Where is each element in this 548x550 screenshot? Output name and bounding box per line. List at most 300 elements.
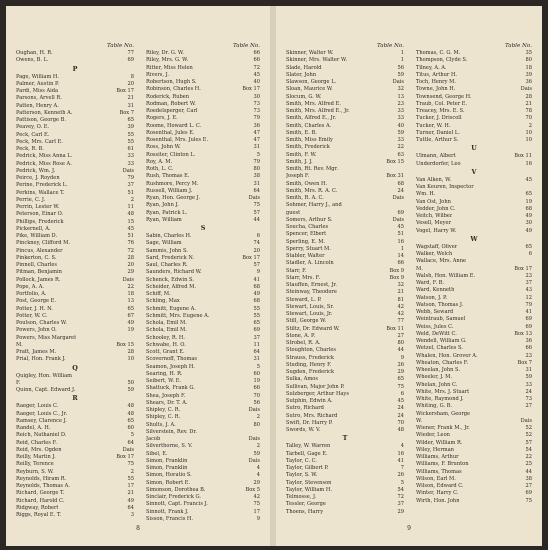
table-number: 66	[397, 260, 404, 267]
table-number	[132, 335, 134, 342]
guest-name: Roy, A. M.	[146, 158, 173, 165]
table-number: 5	[130, 432, 134, 439]
guest-name: Whiting, G. B.	[416, 403, 453, 410]
guest-name: Smith, Mrs. Alfred E., Jr.	[286, 108, 350, 114]
guest-entry	[16, 284, 134, 291]
guest-entry	[286, 65, 404, 72]
guest-entry	[286, 152, 404, 159]
guest-entry	[146, 335, 260, 342]
table-number: 44	[397, 347, 404, 354]
guest-entry	[286, 427, 404, 434]
table-number: 78	[525, 108, 532, 114]
guest-entry	[416, 199, 532, 206]
guest-entry	[16, 425, 134, 432]
guest-name: Wetzel, Charles S.	[416, 345, 463, 352]
table-number: Box 11	[514, 153, 532, 160]
table-number: 37	[397, 501, 404, 508]
guest-name: Williams, Thomas	[416, 468, 462, 475]
guest-entry	[146, 284, 260, 291]
table-number: Dais	[520, 86, 532, 93]
guest-name: Reilly, Martin J.	[16, 454, 56, 460]
guest-name: Wilson, Edward C.	[416, 483, 464, 489]
guest-entry	[286, 101, 404, 108]
guest-name: Smith, Miss Emily	[286, 137, 333, 143]
guest-entry	[146, 400, 260, 407]
section-letter: U	[471, 144, 477, 153]
table-number: 45	[397, 398, 404, 404]
guest-entry	[146, 233, 260, 240]
guest-entry	[286, 173, 404, 180]
table-number: 47	[253, 137, 260, 143]
table-number: 16	[397, 450, 404, 457]
guest-entry	[416, 65, 532, 72]
guest-name: Pratt, James M.	[16, 349, 57, 355]
guest-entry	[416, 432, 532, 439]
table-number: 31	[253, 356, 260, 363]
guest-name: Sohmer, Harry J., and	[286, 202, 342, 209]
guest-name: F.	[16, 379, 21, 386]
guest-entry	[416, 411, 532, 418]
guest-entry	[16, 117, 134, 124]
guest-name: Sullivan, Major John P.	[286, 383, 345, 390]
guest-entry	[16, 461, 134, 468]
guest-name: Sammis, John S.	[146, 247, 188, 254]
section-letter: P	[72, 64, 78, 73]
guest-entry	[416, 331, 532, 338]
guest-name: Shipley, C. R.	[146, 414, 181, 421]
table-number: Dais	[392, 195, 404, 201]
guest-name: Schwabe, H. O.	[146, 341, 186, 348]
guest-entry	[16, 335, 134, 342]
table-number: 9	[256, 269, 260, 276]
guest-entry	[146, 516, 260, 523]
guest-entry	[16, 168, 134, 175]
table-number: 36	[253, 122, 260, 129]
guest-name: Sibel, E.	[146, 450, 168, 457]
guest-entry	[146, 173, 260, 180]
table-number: 56	[397, 64, 404, 71]
guest-name: Smith, F. W.	[286, 151, 317, 158]
guest-name: Silverstein, Rev. Dr.	[146, 428, 197, 435]
guest-name: Reynolds, Thomas A.	[16, 483, 70, 489]
table-number: 49	[253, 291, 260, 297]
guest-name: Watson, J. P.	[416, 294, 447, 301]
guest-name: Walsh, Hon. William E.	[416, 272, 476, 279]
table-number: 33	[127, 160, 134, 167]
guest-name: Thoens, Harry	[286, 508, 324, 515]
table-number: 33	[397, 108, 404, 114]
table-number: 45	[397, 224, 404, 230]
guest-name: M.	[416, 265, 423, 272]
table-number: Box 5	[245, 486, 260, 493]
table-number: 75	[525, 497, 532, 504]
table-number: 2	[528, 122, 532, 129]
table-number: Box 17	[116, 454, 134, 460]
table-number: 22	[397, 144, 404, 151]
guest-name: Peck, R. B.	[16, 146, 44, 152]
guest-entry	[16, 139, 134, 146]
guest-name: Smith, Mrs. R. A. C.	[286, 187, 338, 194]
guest-entry	[146, 356, 260, 363]
guest-name: Slade, Harold	[286, 64, 322, 71]
guest-entry	[286, 268, 404, 275]
guest-entry	[146, 422, 260, 429]
table-number: 70	[397, 419, 404, 426]
table-number: 30	[525, 220, 532, 227]
table-number: 37	[253, 334, 260, 341]
table-number: 1	[400, 245, 404, 252]
guest-name: Soucha, Charles	[286, 224, 329, 230]
guest-entry	[286, 159, 404, 166]
guest-entry	[146, 342, 260, 349]
table-number: 19	[127, 327, 134, 334]
table-number: Box 17	[514, 265, 532, 272]
guest-name: Peterson, Einar O.	[16, 211, 64, 218]
guest-name: Slawson, George L.	[286, 79, 337, 85]
guest-name: Reyburn, S. W.	[16, 468, 54, 475]
guest-entry	[16, 498, 134, 505]
table-number: 45	[253, 71, 260, 78]
table-number: 69	[525, 316, 532, 323]
table-number: 45	[525, 176, 532, 183]
table-number: 36	[525, 79, 532, 85]
guest-entry	[416, 498, 532, 505]
table-number: 54	[397, 486, 404, 493]
table-number: Box 31	[386, 173, 404, 180]
guest-entry	[416, 418, 532, 425]
guest-name: Pedrick, Miss Rose A.	[16, 160, 72, 167]
guest-name: Schmitt, Mrs. Eugene A.	[146, 312, 210, 319]
guest-name: Ulmann, Albert	[416, 153, 456, 160]
table-number: 66	[253, 385, 260, 392]
table-number: Box 17	[116, 88, 134, 94]
guest-name: Randel, A. H.	[16, 425, 51, 431]
guest-entry	[16, 277, 134, 284]
table-number: 80	[525, 57, 532, 64]
guest-name: Sinnott, Frank J.	[146, 508, 189, 515]
table-number: 64	[253, 187, 260, 194]
table-number: 66	[253, 57, 260, 64]
table-number: 61	[127, 146, 134, 152]
table-number: 56	[253, 399, 260, 406]
guest-entry	[416, 280, 532, 287]
table-number: 75	[397, 383, 404, 390]
table-number: 59	[127, 387, 134, 393]
guest-name: Studing, Henry F.	[286, 361, 332, 368]
guest-name: Tuttle, Arthur S.	[416, 137, 459, 143]
guest-entry	[416, 228, 532, 235]
table-number: 73	[253, 100, 260, 107]
table-number: 22	[525, 454, 532, 460]
guest-entry	[16, 418, 134, 425]
guest-entry	[146, 115, 260, 122]
guest-name: Russell, William J.	[146, 187, 193, 194]
table-number: 18	[127, 291, 134, 297]
guest-entry	[286, 275, 404, 282]
guest-name: Shults, J. A.	[146, 421, 176, 428]
guest-entry	[146, 159, 260, 166]
guest-name: Simon, Robert E.	[146, 479, 191, 486]
table-number: 27	[525, 483, 532, 489]
guest-name: Ward, Kenneth	[416, 287, 455, 294]
guest-name: Sisson, Francis H.	[146, 515, 193, 522]
guest-name: Scheider, Alfred M.	[146, 283, 197, 290]
table-number	[258, 429, 260, 436]
guest-name: Wallace, Mrs. Anne	[416, 258, 466, 265]
table-number: 49	[127, 320, 134, 326]
guest-name: Searing, H. R.	[146, 370, 183, 377]
guest-entry	[146, 144, 260, 151]
guest-entry	[416, 440, 532, 447]
table-number: 80	[253, 166, 260, 172]
guest-entry	[416, 153, 532, 160]
guest-entry	[146, 262, 260, 269]
right-column-2	[416, 42, 532, 505]
table-number: 16	[397, 238, 404, 245]
guest-entry	[286, 289, 404, 296]
guest-entry	[16, 240, 134, 247]
guest-entry	[16, 298, 134, 305]
table-number: 6	[528, 251, 532, 257]
guest-name: Townsend, George H.	[416, 93, 472, 100]
guest-entry	[286, 50, 404, 57]
guest-name: Wilson, Earl M.	[416, 475, 456, 482]
guest-name: Quinn, Capt. Edward J.	[16, 387, 76, 393]
guest-entry	[416, 476, 532, 483]
table-number: 33	[127, 153, 134, 160]
guest-entry	[416, 137, 532, 144]
guest-entry	[16, 291, 134, 298]
table-number: 75	[253, 202, 260, 209]
guest-name: Telmosse, J.	[286, 494, 317, 500]
guest-name: Van Keuren, Inspector	[416, 184, 474, 190]
guest-name: Perkins, Wallace T.	[16, 189, 65, 196]
guest-entry	[16, 505, 134, 512]
table-number: 15	[127, 218, 134, 225]
guest-entry	[286, 384, 404, 391]
guest-entry	[16, 313, 134, 320]
guest-entry	[416, 461, 532, 468]
table-number: 4	[400, 443, 404, 450]
guest-entry	[146, 94, 260, 101]
table-number: 5	[256, 363, 260, 370]
guest-name: Vedder, John C.	[416, 205, 456, 212]
guest-name: Weld, DeWitt C.	[416, 330, 457, 337]
guest-name: Reilly, Terence	[16, 461, 54, 468]
guest-name: Poulson, Charles W.	[16, 320, 67, 326]
guest-entry	[286, 188, 404, 195]
guest-name: Roderick, Ruben	[146, 93, 190, 100]
guest-entry	[16, 204, 134, 211]
guest-entry	[16, 327, 134, 334]
guest-entry	[416, 324, 532, 331]
table-number: Dais	[248, 457, 260, 464]
table-number: 21	[127, 490, 134, 497]
table-number: 60	[253, 370, 260, 377]
guest-name: Richard, George T.	[16, 490, 65, 497]
guest-entry	[286, 166, 404, 173]
table-number: 50	[127, 379, 134, 386]
table-number: 65	[253, 320, 260, 326]
left-column-1	[16, 42, 134, 519]
guest-name: Portfolio, A.	[16, 291, 47, 297]
guest-entry	[146, 429, 260, 436]
table-number: 81	[397, 296, 404, 303]
guest-entry	[16, 469, 134, 476]
table-number: 23	[525, 272, 532, 279]
guest-entry	[416, 316, 532, 323]
guest-entry	[146, 137, 260, 144]
guest-entry	[286, 391, 404, 398]
guest-entry	[416, 213, 532, 220]
table-number: 11	[127, 204, 134, 210]
table-no-header: Table No.	[232, 43, 260, 49]
guest-entry	[16, 262, 134, 269]
table-number: 24	[397, 187, 404, 194]
table-number: 59	[397, 71, 404, 78]
guest-name: Peavey, O. E.	[16, 124, 50, 131]
guest-name: Potter, W. C.	[16, 312, 48, 319]
guest-entry	[16, 320, 134, 327]
guest-name: Patten, Henry A.	[16, 102, 59, 109]
guest-name: Tucker, J. Driscoll	[416, 115, 462, 122]
guest-name: Slater, John	[286, 71, 316, 78]
table-number: 76	[127, 240, 134, 247]
table-number: 68	[253, 298, 260, 305]
table-number: 9	[400, 354, 404, 361]
guest-name: Powers, John O.	[16, 327, 57, 334]
table-number: 51	[127, 189, 134, 196]
guest-name: Sabin, Charles H.	[146, 233, 192, 239]
table-number: 41	[253, 276, 260, 283]
table-number: 49	[525, 227, 532, 234]
guest-entry	[16, 342, 134, 349]
guest-name: Shattuck, Frank G.	[146, 385, 195, 392]
table-number: Dais	[248, 195, 260, 201]
table-number: 31	[127, 102, 134, 109]
guest-entry	[286, 472, 404, 479]
guest-entry	[286, 340, 404, 347]
guest-name: guest	[286, 209, 301, 216]
guest-name: Wirth, Hon. John	[416, 497, 460, 504]
guest-entry	[286, 369, 404, 376]
table-number: 24	[525, 388, 532, 395]
guest-name: Patterson, Kenneth A.	[16, 109, 73, 116]
table-number: 31	[253, 180, 260, 187]
guest-name: Pollock, James R.	[16, 276, 61, 283]
guest-entry	[416, 367, 532, 374]
table-number: Box 13	[514, 330, 532, 337]
guest-name: Taylor, Stevenson	[286, 479, 332, 486]
guest-entry	[416, 72, 532, 79]
table-number: 45	[127, 225, 134, 232]
guest-entry	[416, 338, 532, 345]
guest-name: Riley, Dr. G. W.	[146, 50, 184, 56]
guest-name: Turner, Daniel L.	[416, 129, 460, 136]
table-no-header: Table No.	[106, 43, 134, 49]
table-number: 13	[397, 93, 404, 100]
guest-name: Ryan, Patrick L.	[146, 209, 188, 216]
table-number: 68	[397, 180, 404, 187]
guest-name: Spencer, Elbert	[286, 231, 327, 238]
guest-entry	[146, 50, 260, 57]
guest-name: Simon, Franklin	[146, 465, 188, 471]
guest-name: Roedelsperger, Carl	[146, 108, 198, 114]
table-number: 6	[400, 390, 404, 397]
guest-entry	[16, 447, 134, 454]
guest-entry	[16, 233, 134, 240]
guest-entry	[286, 115, 404, 122]
guest-entry	[146, 487, 260, 494]
guest-name: Smith, Mrs. Alfred E.	[286, 100, 341, 107]
guest-name: M.	[16, 341, 23, 348]
guest-entry	[16, 255, 134, 262]
guest-name: Richard, Harold C.	[16, 497, 65, 504]
guest-name: Watson, Thomas J.	[416, 301, 464, 308]
table-number: 29	[253, 479, 260, 486]
table-number: 41	[525, 309, 532, 315]
right-page	[276, 6, 542, 546]
table-number: Dais	[248, 407, 260, 413]
guest-entry	[286, 224, 404, 231]
table-number: 77	[127, 50, 134, 56]
guest-name: White, Mrs. J. Stuart	[416, 388, 470, 395]
guest-name: Wheelan, John S.	[416, 367, 460, 373]
guest-entry	[286, 355, 404, 362]
guest-name: Schenck, Edwin S.	[146, 276, 194, 283]
guest-name: Van Ost, John	[416, 198, 451, 205]
page-number-left: 8	[136, 525, 140, 532]
guest-name: Pike, William D.	[16, 233, 58, 239]
guest-name: Pincus, Alexander	[16, 247, 63, 254]
table-number: 17	[127, 483, 134, 489]
table-number: 32	[397, 86, 404, 93]
guest-entry	[16, 182, 134, 189]
guest-name: Simonson, Dorothea B.	[146, 486, 206, 493]
guest-name: Stewart, Louis, Sr.	[286, 303, 334, 310]
table-number: 10	[127, 356, 134, 363]
table-number: 42	[397, 303, 404, 310]
guest-entry	[16, 269, 134, 276]
guest-name: Pope, A. A.	[16, 283, 45, 290]
guest-name: Pinkerton, C. S.	[16, 254, 57, 261]
table-number: 33	[397, 137, 404, 143]
guest-name: Saul, Charles R.	[146, 262, 188, 268]
table-number: 44	[525, 468, 532, 475]
table-number: 55	[127, 131, 134, 138]
table-number: 55	[253, 312, 260, 319]
guest-entry	[286, 318, 404, 325]
guest-name: Smith, Frederick	[286, 144, 330, 151]
guest-entry	[286, 443, 404, 450]
guest-name: Post, George E.	[16, 298, 57, 305]
table-number: 64	[127, 504, 134, 511]
guest-name: Rogers, J. E.	[146, 115, 178, 122]
table-number: 73	[525, 396, 532, 402]
guest-name: Van Alken, W.	[416, 176, 452, 183]
guest-entry	[146, 298, 260, 305]
guest-entry	[146, 385, 260, 392]
guest-name: Robertson, Hugh S.	[146, 79, 197, 85]
guest-entry	[286, 494, 404, 501]
guest-entry	[416, 177, 532, 184]
table-number: 4	[256, 472, 260, 479]
guest-entry	[416, 266, 532, 273]
table-number: Box 11	[386, 325, 404, 332]
guest-entry	[146, 494, 260, 501]
table-number: 20	[127, 80, 134, 87]
guest-entry	[16, 153, 134, 160]
